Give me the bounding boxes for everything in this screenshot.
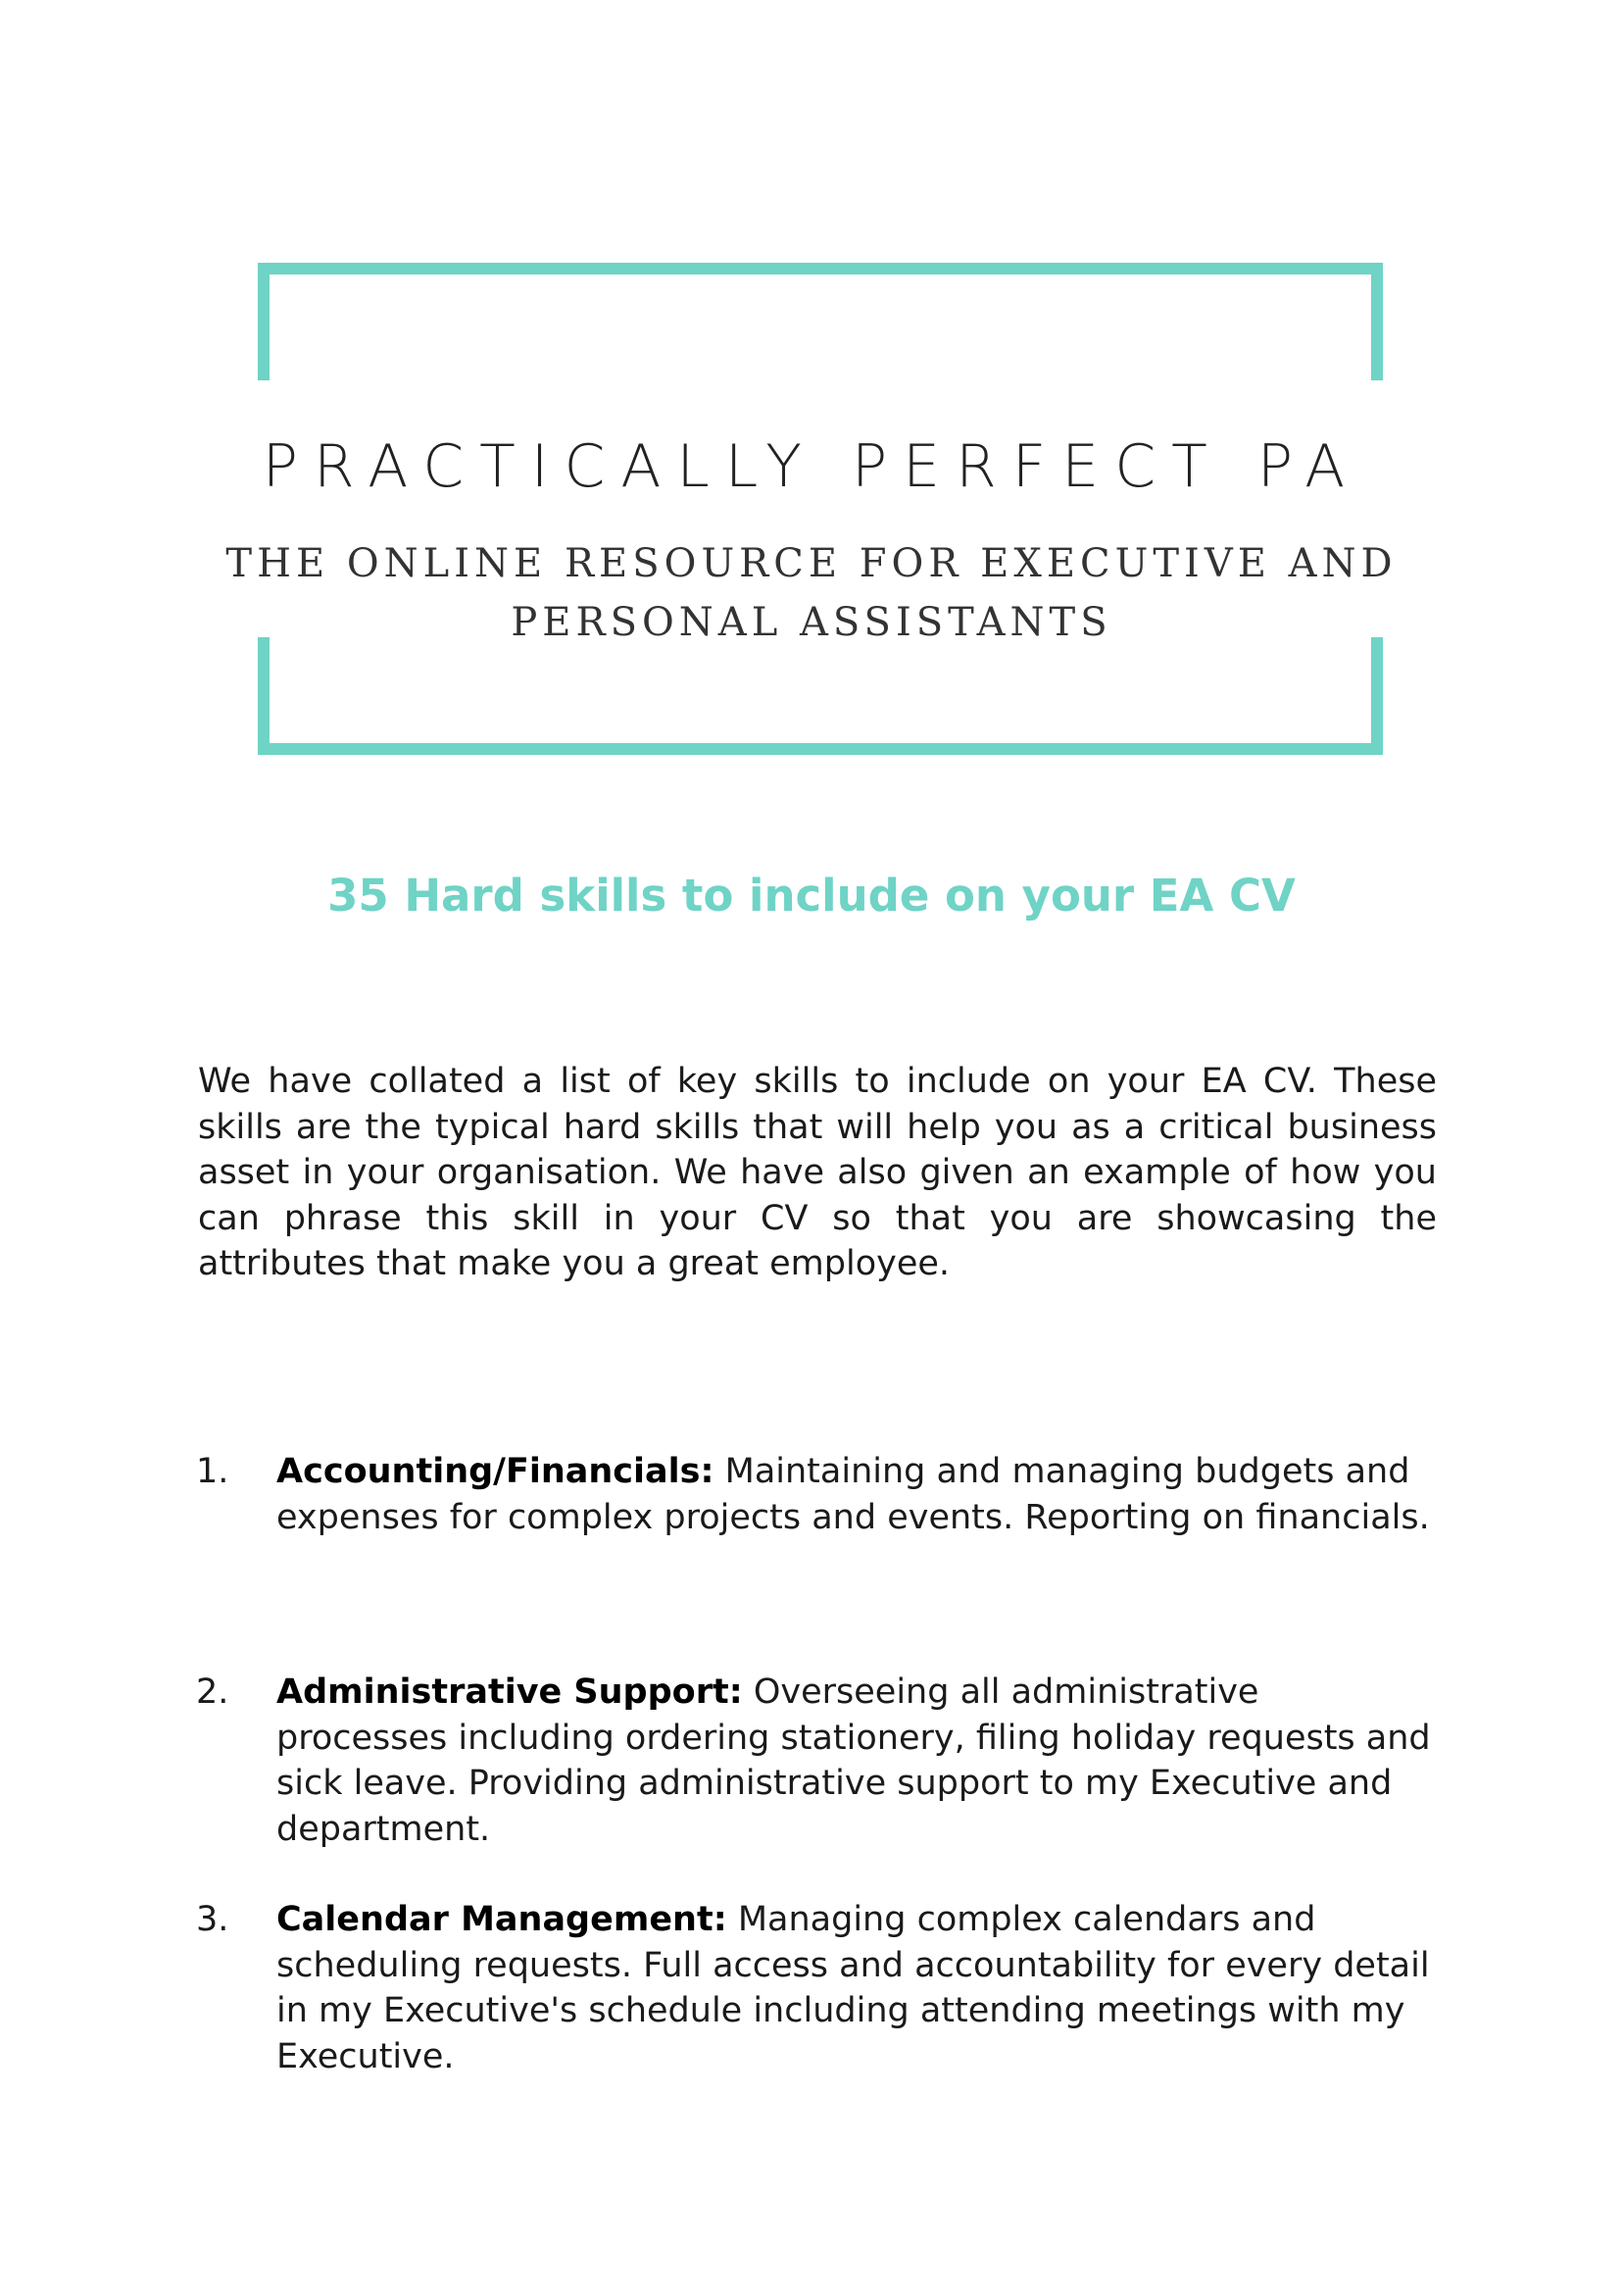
skill-description: Overseeing all administrative processes including ordering stationery, filing holiday requests and sick leave. Providing administrative support to my Executive and department.: [276, 1672, 1431, 1849]
skill-body: [276, 1449, 1431, 1540]
logo-frame-bottom: [258, 637, 1383, 755]
skill-description: Managing complex calendars and scheduling requests. Full access and accountability for every detail in my Executive's schedule including attending meetings with my Executive.: [276, 1900, 1430, 2076]
skill-term: Calendar Management:: [276, 1900, 727, 1939]
skill-term: Administrative Support:: [276, 1672, 743, 1712]
brand-tagline-line-1: THE ONLINE RESOURCE FOR EXECUTIVE AND: [225, 541, 1398, 586]
skill-item-2: [196, 1670, 1437, 1852]
skill-term: Accounting/Financials:: [276, 1452, 714, 1491]
skill-number: 1.: [196, 1452, 229, 1491]
intro-paragraph: We have collated a list of key skills to include on your EA CV. These skills are the typical hard skills that will help you as a critical business asset in your organisation. We have also given an example of how you can phrase this skill in your CV so that you are showcasing the attributes that make you a great employee.: [198, 1062, 1437, 1283]
logo-frame-top: [258, 263, 1383, 380]
brand-name: PRACTICALLY PERFECT PA: [262, 432, 1361, 501]
skill-number: 3.: [196, 1900, 229, 1939]
skill-body: [276, 1670, 1431, 1852]
document-title: 35 Hard skills to include on your EA CV: [327, 870, 1296, 922]
brand-tagline-line-2: PERSONAL ASSISTANTS: [511, 600, 1112, 645]
skill-item-3: [196, 1897, 1437, 2079]
brand-tagline: [0, 534, 1623, 652]
skill-number: 2.: [196, 1672, 229, 1712]
skill-body: [276, 1897, 1431, 2079]
skill-item-1: [196, 1449, 1437, 1540]
skill-description: Maintaining and managing budgets and expenses for complex projects and events. Reporting on financials.: [276, 1452, 1430, 1537]
